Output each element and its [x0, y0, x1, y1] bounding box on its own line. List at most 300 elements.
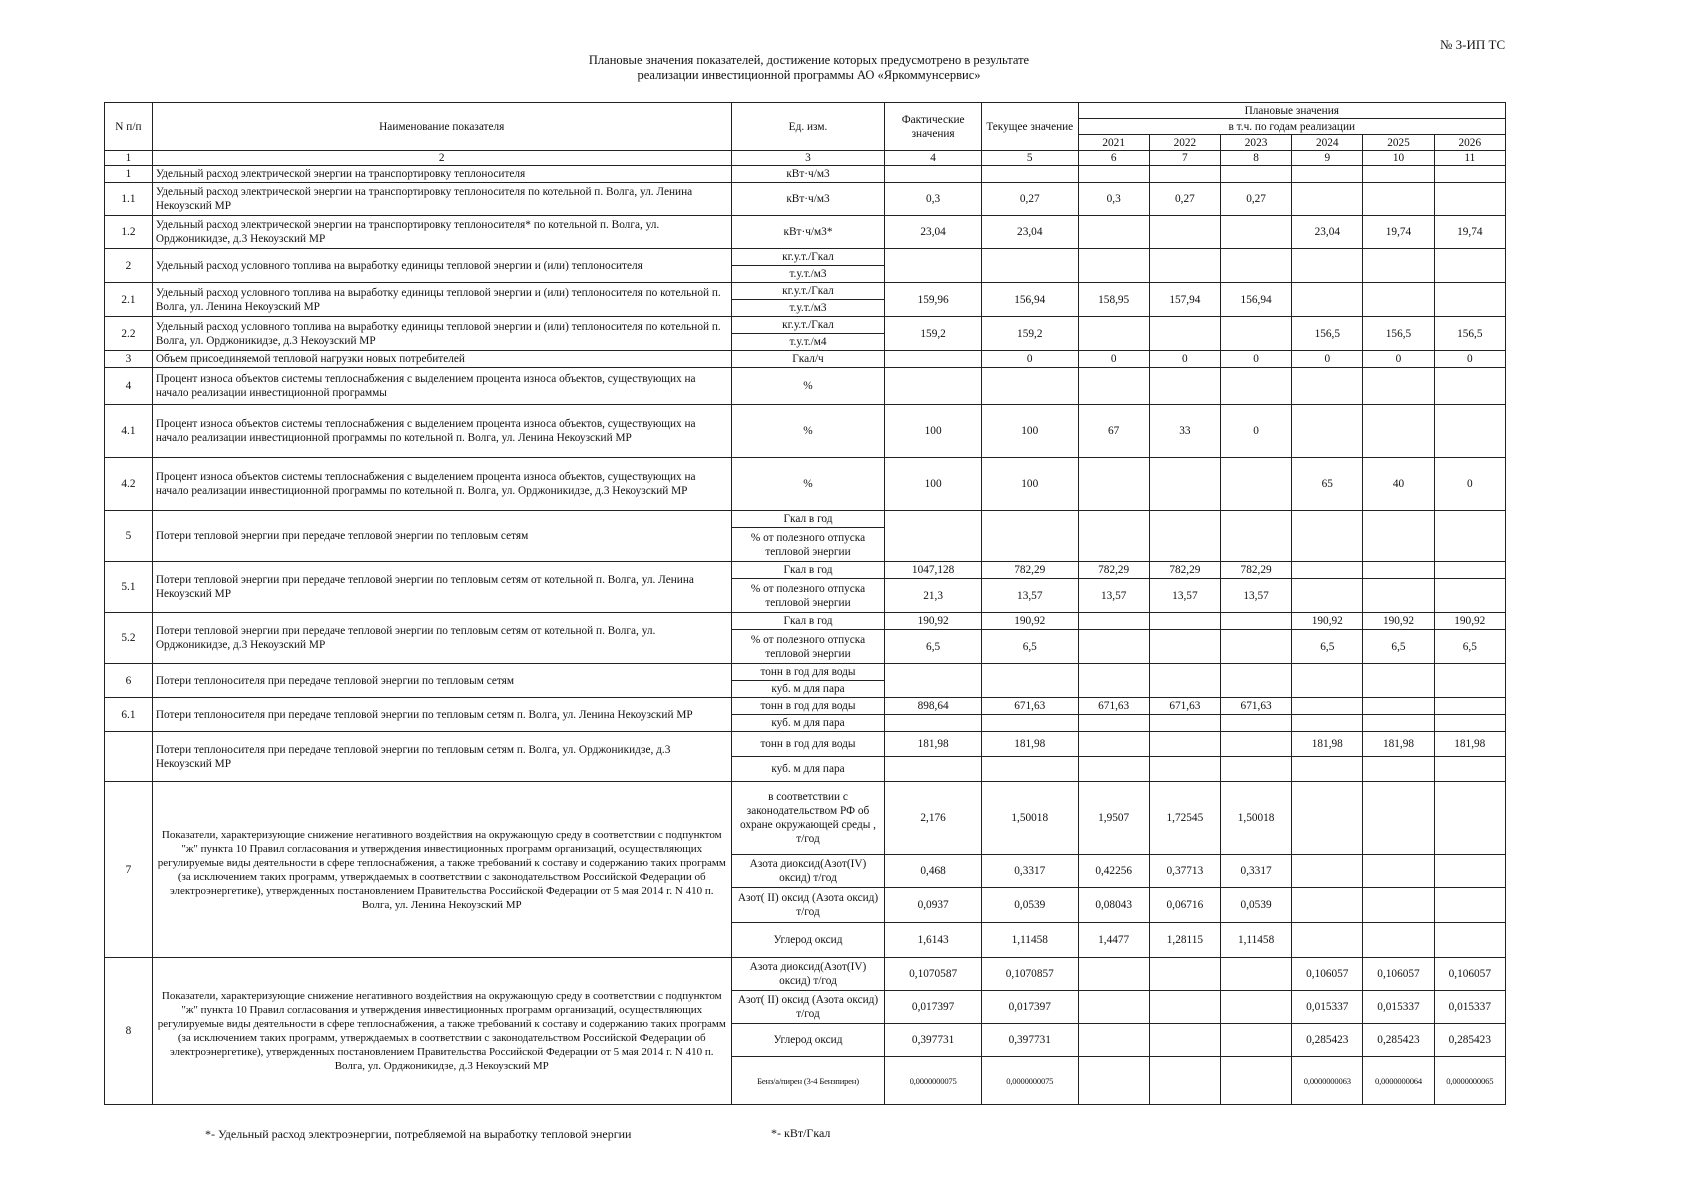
- value-cell-y2025: [1363, 562, 1434, 579]
- header-year: 2021: [1078, 135, 1149, 151]
- unit-cell: Гкал в год: [731, 613, 885, 630]
- value-cell-current: [981, 664, 1078, 698]
- table-row: [105, 664, 1506, 681]
- value-cell-y2025: [1363, 579, 1434, 613]
- value-cell-y2023: [1220, 757, 1291, 782]
- unit-cell: Бенз/а/пирен (3-4 Бензпирен): [731, 1057, 885, 1105]
- indicator-name: Потери теплоносителя при передаче тепловой энергии по тепловым сетям п. Волга, ул. Ленина Некоузский МР: [152, 698, 731, 732]
- row-number: 1.1: [105, 183, 153, 216]
- value-cell-y2022: [1149, 958, 1220, 991]
- unit-cell: Гкал в год: [731, 562, 885, 579]
- value-cell-y2025: 19,74: [1363, 216, 1434, 249]
- unit-cell: Гкал в год: [731, 511, 885, 528]
- value-cell-y2026: [1434, 511, 1505, 562]
- table-row: [105, 183, 1506, 216]
- unit-cell: кВт·ч/м3: [731, 183, 885, 216]
- unit-cell: Гкал/ч: [731, 351, 885, 368]
- value-cell-y2025: [1363, 283, 1434, 317]
- header-num: N п/п: [105, 103, 153, 151]
- indicator-name: Удельный расход электрической энергии на транспортировку теплоносителя* по котельной п. Волга, ул. Орджоникидзе, д.3 Некоузский МР: [152, 216, 731, 249]
- value-cell-fact: 190,92: [885, 613, 982, 630]
- value-cell-y2023: [1220, 166, 1291, 183]
- value-cell-y2024: [1292, 249, 1363, 283]
- value-cell-y2026: 0,285423: [1434, 1024, 1505, 1057]
- value-cell-current: 100: [981, 458, 1078, 511]
- value-cell-y2025: [1363, 405, 1434, 458]
- value-cell-y2022: 0: [1149, 351, 1220, 368]
- value-cell-current: 156,94: [981, 283, 1078, 317]
- value-cell-y2026: 19,74: [1434, 216, 1505, 249]
- table-row: [105, 166, 1506, 183]
- indicator-name: Потери тепловой энергии при передаче тепловой энергии по тепловым сетям от котельной п. Волга, ул. Ленина Некоузский МР: [152, 562, 731, 613]
- value-cell-y2022: [1149, 757, 1220, 782]
- value-cell-y2021: [1078, 757, 1149, 782]
- value-cell-current: 0,017397: [981, 991, 1078, 1024]
- value-cell-y2022: [1149, 991, 1220, 1024]
- value-cell-y2023: 0: [1220, 351, 1291, 368]
- value-cell-y2022: [1149, 511, 1220, 562]
- value-cell-y2025: [1363, 855, 1434, 888]
- value-cell-y2026: [1434, 664, 1505, 698]
- row-number: 4: [105, 368, 153, 405]
- value-cell-current: 6,5: [981, 630, 1078, 664]
- value-cell-y2022: 0,37713: [1149, 855, 1220, 888]
- value-cell-y2026: [1434, 579, 1505, 613]
- indicators-table: [104, 102, 1506, 1105]
- value-cell-y2025: [1363, 888, 1434, 923]
- value-cell-y2021: [1078, 368, 1149, 405]
- column-number: 2: [152, 151, 731, 166]
- document-number: № 3-ИП ТС: [1440, 37, 1506, 52]
- value-cell-y2024: 6,5: [1292, 630, 1363, 664]
- table-row: [105, 458, 1506, 511]
- value-cell-y2023: 0,27: [1220, 183, 1291, 216]
- value-cell-fact: 0,017397: [885, 991, 982, 1024]
- value-cell-y2025: 0,0000000064: [1363, 1057, 1434, 1105]
- value-cell-fact: 23,04: [885, 216, 982, 249]
- row-number: 5: [105, 511, 153, 562]
- value-cell-y2023: 1,50018: [1220, 782, 1291, 855]
- value-cell-current: 0,3317: [981, 855, 1078, 888]
- unit-cell: тонн в год для воды: [731, 664, 885, 681]
- table-row: [105, 562, 1506, 579]
- value-cell-y2024: [1292, 166, 1363, 183]
- row-number: 2.2: [105, 317, 153, 351]
- header-year: 2022: [1149, 135, 1220, 151]
- value-cell-y2022: 782,29: [1149, 562, 1220, 579]
- value-cell-y2022: [1149, 630, 1220, 664]
- column-number: 6: [1078, 151, 1149, 166]
- column-number: 9: [1292, 151, 1363, 166]
- value-cell-y2023: [1220, 630, 1291, 664]
- value-cell-y2026: 0,015337: [1434, 991, 1505, 1024]
- value-cell-fact: 0,0000000075: [885, 1057, 982, 1105]
- value-cell-y2021: [1078, 166, 1149, 183]
- value-cell-y2024: [1292, 888, 1363, 923]
- value-cell-fact: 0,468: [885, 855, 982, 888]
- value-cell-y2023: [1220, 958, 1291, 991]
- value-cell-current: 0,0000000075: [981, 1057, 1078, 1105]
- value-cell-y2026: 190,92: [1434, 613, 1505, 630]
- table-row: [105, 216, 1506, 249]
- value-cell-fact: [885, 757, 982, 782]
- value-cell-y2021: [1078, 630, 1149, 664]
- unit-cell: в соответствии с законодательством РФ об охране окружающей среды , т/год: [731, 782, 885, 855]
- value-cell-y2021: [1078, 732, 1149, 757]
- value-cell-current: 159,2: [981, 317, 1078, 351]
- value-cell-y2021: 782,29: [1078, 562, 1149, 579]
- value-cell-y2024: 0,285423: [1292, 1024, 1363, 1057]
- value-cell-y2025: 190,92: [1363, 613, 1434, 630]
- table-row: [105, 698, 1506, 715]
- unit-cell: куб. м для пара: [731, 681, 885, 698]
- value-cell-y2022: [1149, 166, 1220, 183]
- value-cell-y2023: [1220, 317, 1291, 351]
- row-number: 2.1: [105, 283, 153, 317]
- unit-cell: % от полезного отпуска тепловой энергии: [731, 579, 885, 613]
- value-cell-current: [981, 715, 1078, 732]
- value-cell-y2022: 33: [1149, 405, 1220, 458]
- indicator-name: Потери тепловой энергии при передаче тепловой энергии по тепловым сетям: [152, 511, 731, 562]
- value-cell-y2025: [1363, 183, 1434, 216]
- value-cell-y2023: [1220, 1057, 1291, 1105]
- header-year: 2024: [1292, 135, 1363, 151]
- value-cell-y2023: [1220, 664, 1291, 698]
- header-name: Наименование показателя: [152, 103, 731, 151]
- value-cell-y2023: 1,11458: [1220, 923, 1291, 958]
- value-cell-y2023: [1220, 249, 1291, 283]
- value-cell-y2021: [1078, 317, 1149, 351]
- value-cell-y2026: 0,0000000065: [1434, 1057, 1505, 1105]
- value-cell-current: 0: [981, 351, 1078, 368]
- value-cell-y2023: 156,94: [1220, 283, 1291, 317]
- unit-cell: кг.у.т./Гкал: [731, 317, 885, 334]
- value-cell-fact: 1047,128: [885, 562, 982, 579]
- indicator-name: Показатели, характеризующие снижение негативного воздействия на окружающую среду в соответствии с подпунктом "ж" пункта 10 Правил согласования и утверждения инвестиционных программ организаций, осуществляющих регулируемые виды деятельности в сфере теплоснабжения, а также требований к составу и содержанию таких программ (за исключением таких программ, утверждаемых в соответствии с законодательством Российской Федерации об электроэнергетике), утвержденных постановлением Правительства Российской Федерации от 5 мая 2014 г. N 410 п. Волга, ул. Ленина Некоузский МР: [152, 782, 731, 958]
- value-cell-y2026: [1434, 368, 1505, 405]
- value-cell-current: 0,397731: [981, 1024, 1078, 1057]
- column-number: 5: [981, 151, 1078, 166]
- value-cell-y2025: [1363, 782, 1434, 855]
- value-cell-y2025: 40: [1363, 458, 1434, 511]
- value-cell-y2025: 0: [1363, 351, 1434, 368]
- table-row: [105, 732, 1506, 757]
- value-cell-fact: 100: [885, 405, 982, 458]
- value-cell-y2024: [1292, 405, 1363, 458]
- table-row: [105, 283, 1506, 300]
- value-cell-y2026: [1434, 888, 1505, 923]
- value-cell-y2025: [1363, 368, 1434, 405]
- row-number: 7: [105, 782, 153, 958]
- value-cell-y2025: [1363, 664, 1434, 698]
- table-row: [105, 351, 1506, 368]
- value-cell-y2021: [1078, 1024, 1149, 1057]
- value-cell-y2024: [1292, 183, 1363, 216]
- column-number: 10: [1363, 151, 1434, 166]
- header-year: 2026: [1434, 135, 1505, 151]
- value-cell-y2024: [1292, 664, 1363, 698]
- value-cell-y2021: [1078, 216, 1149, 249]
- value-cell-y2023: [1220, 216, 1291, 249]
- unit-cell: кВт·ч/м3*: [731, 216, 885, 249]
- unit-cell: Азот( II) оксид (Азота оксид) т/год: [731, 888, 885, 923]
- table-row: [105, 317, 1506, 334]
- row-number: 1.2: [105, 216, 153, 249]
- value-cell-fact: 159,2: [885, 317, 982, 351]
- value-cell-fact: 0,1070587: [885, 958, 982, 991]
- value-cell-y2023: 782,29: [1220, 562, 1291, 579]
- value-cell-y2022: [1149, 664, 1220, 698]
- table-row: [105, 782, 1506, 855]
- value-cell-fact: 898,64: [885, 698, 982, 715]
- value-cell-y2021: 1,4477: [1078, 923, 1149, 958]
- value-cell-y2024: 156,5: [1292, 317, 1363, 351]
- value-cell-y2026: [1434, 283, 1505, 317]
- row-number: 2: [105, 249, 153, 283]
- table-row: [105, 405, 1506, 458]
- value-cell-y2022: 0,27: [1149, 183, 1220, 216]
- column-number: 3: [731, 151, 885, 166]
- value-cell-y2023: [1220, 715, 1291, 732]
- value-cell-y2024: [1292, 715, 1363, 732]
- value-cell-fact: [885, 664, 982, 698]
- value-cell-y2025: 0,285423: [1363, 1024, 1434, 1057]
- indicator-name: Процент износа объектов системы теплоснабжения с выделением процента износа объектов, существующих на начало реализации инвестиционной программы: [152, 368, 731, 405]
- value-cell-y2021: 13,57: [1078, 579, 1149, 613]
- value-cell-y2021: [1078, 664, 1149, 698]
- unit-cell: Азот( II) оксид (Азота оксид) т/год: [731, 991, 885, 1024]
- value-cell-y2025: 0,106057: [1363, 958, 1434, 991]
- value-cell-y2025: [1363, 698, 1434, 715]
- row-number: 3: [105, 351, 153, 368]
- value-cell-y2023: [1220, 1024, 1291, 1057]
- value-cell-y2021: [1078, 1057, 1149, 1105]
- title-line-1: Плановые значения показателей, достижение которых предусмотрено в результате: [588, 53, 1030, 67]
- row-number: 4.1: [105, 405, 153, 458]
- value-cell-y2022: 1,72545: [1149, 782, 1220, 855]
- column-number: 8: [1220, 151, 1291, 166]
- value-cell-y2025: 156,5: [1363, 317, 1434, 351]
- indicator-name: Объем присоединяемой тепловой нагрузки новых потребителей: [152, 351, 731, 368]
- value-cell-y2022: [1149, 1024, 1220, 1057]
- value-cell-y2025: [1363, 511, 1434, 562]
- value-cell-y2022: [1149, 1057, 1220, 1105]
- value-cell-y2022: 13,57: [1149, 579, 1220, 613]
- value-cell-fact: 0,3: [885, 183, 982, 216]
- value-cell-current: 100: [981, 405, 1078, 458]
- row-number: 5.2: [105, 613, 153, 664]
- unit-cell: т.у.т./м3: [731, 300, 885, 317]
- unit-cell: Углерод оксид: [731, 923, 885, 958]
- value-cell-y2024: [1292, 923, 1363, 958]
- value-cell-y2021: [1078, 458, 1149, 511]
- value-cell-y2021: [1078, 613, 1149, 630]
- row-number: [105, 732, 153, 782]
- indicator-name: Процент износа объектов системы теплоснабжения с выделением процента износа объектов, существующих на начало реализации инвестиционной программы по котельной п. Волга, ул. Орджоникидзе, д.3 Некоузский МР: [152, 458, 731, 511]
- value-cell-y2024: [1292, 368, 1363, 405]
- value-cell-current: 0,0539: [981, 888, 1078, 923]
- unit-cell: т.у.т./м4: [731, 334, 885, 351]
- value-cell-y2022: [1149, 732, 1220, 757]
- value-cell-y2021: [1078, 958, 1149, 991]
- table-row: [105, 958, 1506, 991]
- value-cell-y2025: [1363, 249, 1434, 283]
- value-cell-y2021: 158,95: [1078, 283, 1149, 317]
- value-cell-y2021: 0: [1078, 351, 1149, 368]
- value-cell-y2022: [1149, 458, 1220, 511]
- value-cell-y2025: [1363, 757, 1434, 782]
- row-number: 1: [105, 166, 153, 183]
- value-cell-y2026: 6,5: [1434, 630, 1505, 664]
- value-cell-y2024: [1292, 283, 1363, 317]
- value-cell-y2025: [1363, 923, 1434, 958]
- value-cell-y2021: [1078, 511, 1149, 562]
- value-cell-y2026: 0: [1434, 351, 1505, 368]
- value-cell-y2026: [1434, 782, 1505, 855]
- unit-cell: тонн в год для воды: [731, 732, 885, 757]
- value-cell-fact: [885, 511, 982, 562]
- value-cell-y2024: [1292, 782, 1363, 855]
- value-cell-y2023: 0,0539: [1220, 888, 1291, 923]
- value-cell-y2026: [1434, 698, 1505, 715]
- value-cell-y2022: [1149, 368, 1220, 405]
- value-cell-y2022: [1149, 715, 1220, 732]
- value-cell-y2021: 1,9507: [1078, 782, 1149, 855]
- value-cell-y2022: [1149, 249, 1220, 283]
- value-cell-y2026: [1434, 715, 1505, 732]
- value-cell-y2026: [1434, 249, 1505, 283]
- value-cell-y2021: 0,3: [1078, 183, 1149, 216]
- value-cell-fact: 100: [885, 458, 982, 511]
- value-cell-y2022: [1149, 613, 1220, 630]
- indicator-name: Показатели, характеризующие снижение негативного воздействия на окружающую среду в соответствии с подпунктом "ж" пункта 10 Правил согласования и утверждения инвестиционных программ организаций, осуществляющих регулируемые виды деятельности в сфере теплоснабжения, а также требований к составу и содержанию таких программ (за исключением таких программ, утверждаемых в соответствии с законодательством Российской Федерации об электроэнергетике), утвержденных постановлением Правительства Российской Федерации от 5 мая 2014 г. N 410 п. Волга, ул. Орджоникидзе, д.3 Некоузский МР: [152, 958, 731, 1105]
- value-cell-y2024: 190,92: [1292, 613, 1363, 630]
- column-number: 11: [1434, 151, 1505, 166]
- value-cell-y2026: [1434, 562, 1505, 579]
- value-cell-current: [981, 511, 1078, 562]
- value-cell-y2025: 0,015337: [1363, 991, 1434, 1024]
- value-cell-y2026: 0: [1434, 458, 1505, 511]
- value-cell-y2022: 0,06716: [1149, 888, 1220, 923]
- value-cell-y2022: 157,94: [1149, 283, 1220, 317]
- value-cell-current: [981, 166, 1078, 183]
- value-cell-y2021: 0,08043: [1078, 888, 1149, 923]
- indicator-name: Потери тепловой энергии при передаче тепловой энергии по тепловым сетям от котельной п. Волга, ул. Орджоникидзе, д.3 Некоузский МР: [152, 613, 731, 664]
- unit-cell: кг.у.т./Гкал: [731, 249, 885, 266]
- value-cell-current: 23,04: [981, 216, 1078, 249]
- row-number: 6: [105, 664, 153, 698]
- value-cell-current: 190,92: [981, 613, 1078, 630]
- column-numbers-row: [105, 151, 1506, 166]
- value-cell-y2024: 0: [1292, 351, 1363, 368]
- unit-cell: Азота диоксид(Азот(IV) оксид) т/год: [731, 958, 885, 991]
- value-cell-y2023: [1220, 732, 1291, 757]
- value-cell-fact: [885, 715, 982, 732]
- indicator-name: Потери теплоносителя при передаче тепловой энергии по тепловым сетям п. Волга, ул. Орджоникидзе, д.3 Некоузский МР: [152, 732, 731, 782]
- value-cell-y2026: 181,98: [1434, 732, 1505, 757]
- value-cell-y2023: [1220, 458, 1291, 511]
- value-cell-y2025: [1363, 166, 1434, 183]
- row-number: 6.1: [105, 698, 153, 732]
- value-cell-y2023: [1220, 511, 1291, 562]
- value-cell-fact: 181,98: [885, 732, 982, 757]
- header-unit: Ед. изм.: [731, 103, 885, 151]
- unit-cell: тонн в год для воды: [731, 698, 885, 715]
- value-cell-y2021: [1078, 715, 1149, 732]
- value-cell-y2024: [1292, 757, 1363, 782]
- value-cell-y2025: 181,98: [1363, 732, 1434, 757]
- value-cell-y2022: 671,63: [1149, 698, 1220, 715]
- value-cell-y2026: [1434, 183, 1505, 216]
- value-cell-fact: 2,176: [885, 782, 982, 855]
- row-number: 5.1: [105, 562, 153, 613]
- indicator-name: Удельный расход условного топлива на выработку единицы тепловой энергии и (или) теплоносителя по котельной п. Волга, ул. Орджоникидзе, д.3 Некоузский МР: [152, 317, 731, 351]
- header-current: Текущее значение: [981, 103, 1078, 151]
- header-year: 2023: [1220, 135, 1291, 151]
- unit-cell: %: [731, 458, 885, 511]
- value-cell-current: 782,29: [981, 562, 1078, 579]
- value-cell-fact: 159,96: [885, 283, 982, 317]
- title-line-2: реализации инвестиционной программы АО «Яркоммунсервис»: [637, 68, 981, 82]
- value-cell-fact: [885, 249, 982, 283]
- row-number: 4.2: [105, 458, 153, 511]
- value-cell-y2025: 6,5: [1363, 630, 1434, 664]
- value-cell-fact: 1,6143: [885, 923, 982, 958]
- value-cell-y2026: [1434, 855, 1505, 888]
- value-cell-y2023: 0,3317: [1220, 855, 1291, 888]
- value-cell-fact: [885, 368, 982, 405]
- indicator-name: Удельный расход условного топлива на выработку единицы тепловой энергии и (или) теплоносителя: [152, 249, 731, 283]
- value-cell-y2022: 1,28115: [1149, 923, 1220, 958]
- unit-cell: Азота диоксид(Азот(IV) оксид) т/год: [731, 855, 885, 888]
- table-row: [105, 511, 1506, 528]
- value-cell-y2023: 13,57: [1220, 579, 1291, 613]
- header-by-years: в т.ч. по годам реализации: [1078, 119, 1505, 135]
- value-cell-y2024: [1292, 579, 1363, 613]
- value-cell-y2022: [1149, 216, 1220, 249]
- value-cell-fact: 21,3: [885, 579, 982, 613]
- value-cell-y2021: 671,63: [1078, 698, 1149, 715]
- indicator-name: Процент износа объектов системы теплоснабжения с выделением процента износа объектов, существующих на начало реализации инвестиционной программы по котельной п. Волга, ул. Ленина Некоузский МР: [152, 405, 731, 458]
- indicator-name: Удельный расход условного топлива на выработку единицы тепловой энергии и (или) теплоносителя по котельной п. Волга, ул. Ленина Некоузский МР: [152, 283, 731, 317]
- value-cell-y2021: [1078, 249, 1149, 283]
- column-number: 1: [105, 151, 153, 166]
- column-number: 7: [1149, 151, 1220, 166]
- table-row: [105, 249, 1506, 266]
- value-cell-y2021: 0,42256: [1078, 855, 1149, 888]
- value-cell-y2026: 0,106057: [1434, 958, 1505, 991]
- value-cell-y2026: [1434, 405, 1505, 458]
- table-row: [105, 368, 1506, 405]
- table-body: [105, 166, 1506, 1105]
- value-cell-current: 13,57: [981, 579, 1078, 613]
- value-cell-current: 0,27: [981, 183, 1078, 216]
- value-cell-y2024: 65: [1292, 458, 1363, 511]
- unit-cell: куб. м для пара: [731, 757, 885, 782]
- unit-cell: кВт·ч/м3: [731, 166, 885, 183]
- value-cell-y2023: 671,63: [1220, 698, 1291, 715]
- value-cell-current: 1,11458: [981, 923, 1078, 958]
- value-cell-y2024: 0,0000000063: [1292, 1057, 1363, 1105]
- value-cell-y2024: 0,106057: [1292, 958, 1363, 991]
- header-year: 2025: [1363, 135, 1434, 151]
- value-cell-fact: 0,397731: [885, 1024, 982, 1057]
- table-row: [105, 613, 1506, 630]
- value-cell-y2023: 0: [1220, 405, 1291, 458]
- unit-cell: кг.у.т./Гкал: [731, 283, 885, 300]
- indicator-name: Удельный расход электрической энергии на транспортировку теплоносителя по котельной п. Волга, ул. Ленина Некоузский МР: [152, 183, 731, 216]
- value-cell-y2024: [1292, 511, 1363, 562]
